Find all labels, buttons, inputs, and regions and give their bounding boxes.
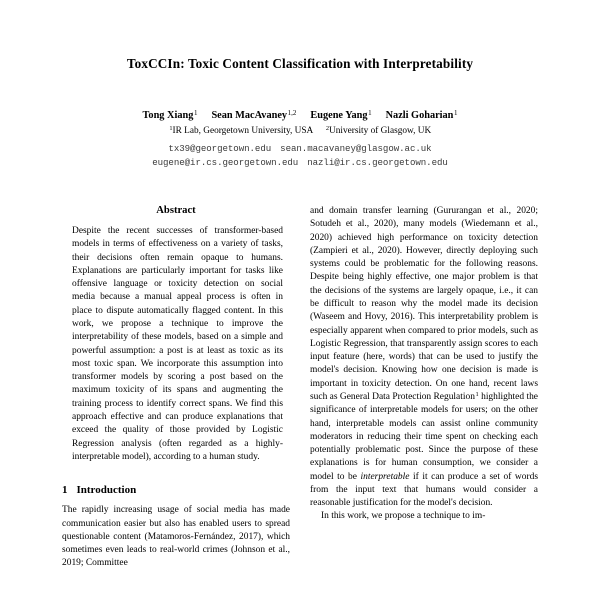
- affiliation: [169, 126, 313, 136]
- email-list: [0, 142, 600, 170]
- section-heading-introduction: [62, 484, 290, 497]
- right-column: [310, 205, 538, 524]
- author-affil-marker: 1: [193, 108, 198, 117]
- author-name: Sean MacAvaney: [211, 109, 288, 121]
- affiliation-list: [0, 125, 600, 137]
- email-line: [0, 142, 600, 156]
- email-address[interactable]: sean.macavaney@glasgow.ac.uk: [280, 142, 432, 154]
- abstract-body: [72, 225, 283, 464]
- email-address[interactable]: tx39@georgetown.edu: [168, 142, 272, 154]
- author: [310, 110, 371, 121]
- paragraph-part: if it can produce a set of words from the input text that humans would consider a reasonable justification for the model's decision.: [310, 471, 538, 509]
- author-affil-marker: 1: [454, 108, 458, 117]
- continued-paragraph: [310, 205, 538, 510]
- page-title: ToxCCIn: Toxic Content Classification with Interpretability: [126, 56, 474, 71]
- author-name: Tong Xiang: [142, 109, 194, 121]
- affiliation: [325, 126, 431, 136]
- affiliation-marker: 1: [169, 125, 173, 133]
- section-title: Introduction: [76, 484, 137, 497]
- footnote-marker: 1: [475, 391, 479, 399]
- next-paragraph: In this work, we propose a technique to im-: [321, 511, 486, 522]
- author-affil-marker: 1: [368, 108, 372, 117]
- paragraph-part: and domain transfer learning (Gururangan et al., 2020; Sotudeh et al., 2020), many models (Wiedemann et al., 2020) achieved high performance on toxicity detection (Zampieri et al., 2020). However, directly deploying such systems could be problematic for the following reasons. Despite being highly effective, one major problem is that the decisions of the systems are largely opaque, i.e., it can be difficult to reason why the model made its decision (Waseem and Hovy, 2016). This interpretability problem is especially apparent when compared to prior models, such as Logistic Regression, that transparently assign scores to each input feature (here, words) that can be used to justify the model's decision. Knowing how one decision is made is important in toxicity detection. On one hand, recent laws such as General Data Protection Regulation: [310, 206, 538, 402]
- author-name: Nazli Goharian: [385, 109, 454, 121]
- affiliation-marker: 2: [325, 125, 330, 133]
- section-spacer: [62, 464, 290, 484]
- author-name: Eugene Yang: [310, 109, 368, 121]
- emphasized-term: interpretable: [360, 471, 410, 482]
- email-line: [0, 156, 600, 170]
- author: [143, 110, 198, 121]
- affiliation-text: IR Lab, Georgetown University, USA: [172, 125, 314, 136]
- left-column: [62, 205, 290, 571]
- abstract-text: Despite the recent successes of transformer-based models in terms of effectiveness on a variety of tasks, their decisions often remain opaque to humans. Explanations are particularly important for tasks like offensive language or toxicity detection on social media because a manual appeal process is often in place to dispute automatically flagged content. In this work, we propose a technique to improve the interpretability of these models, based on a simple and powerful assumption: a post is at least as toxic as its most toxic span. We incorporate this assumption into transformer models by scoring a post based on the maximum toxicity of its spans and augmenting the training process to identify correct spans. We find this approach effective and can produce explanations that exceed the quality of those provided by Logistic Regression analysis (often regarded as a highly-interpretable model), according to a human study.: [72, 226, 283, 462]
- author: [386, 110, 458, 121]
- email-address[interactable]: nazli@ir.cs.georgetown.edu: [307, 156, 448, 168]
- paragraph-part: highlighted the significance of interpretable models for users; on the other hand, interpretable models can assist online community moderators in reducing their time spent on checking each potentially problematic post. Since the purpose of these explanations is for human consumption, we consider a model to be: [310, 391, 538, 482]
- introduction-paragraph: The rapidly increasing usage of social media has made communication easier but also has enabled users to spread questionable content (Matamoros-Fernández, 2017), which sometimes even leads to real-world crimes (Johnson et al., 2019; Committee: [62, 505, 290, 569]
- email-address[interactable]: eugene@ir.cs.georgetown.edu: [152, 156, 299, 168]
- section-number: 1: [62, 484, 68, 497]
- title-block: [0, 0, 600, 169]
- author-affil-marker: 1,2: [287, 108, 297, 117]
- author-list: [0, 109, 600, 123]
- affiliation-text: University of Glasgow, UK: [329, 125, 432, 136]
- author: [211, 110, 296, 121]
- abstract-heading: Abstract: [156, 205, 196, 216]
